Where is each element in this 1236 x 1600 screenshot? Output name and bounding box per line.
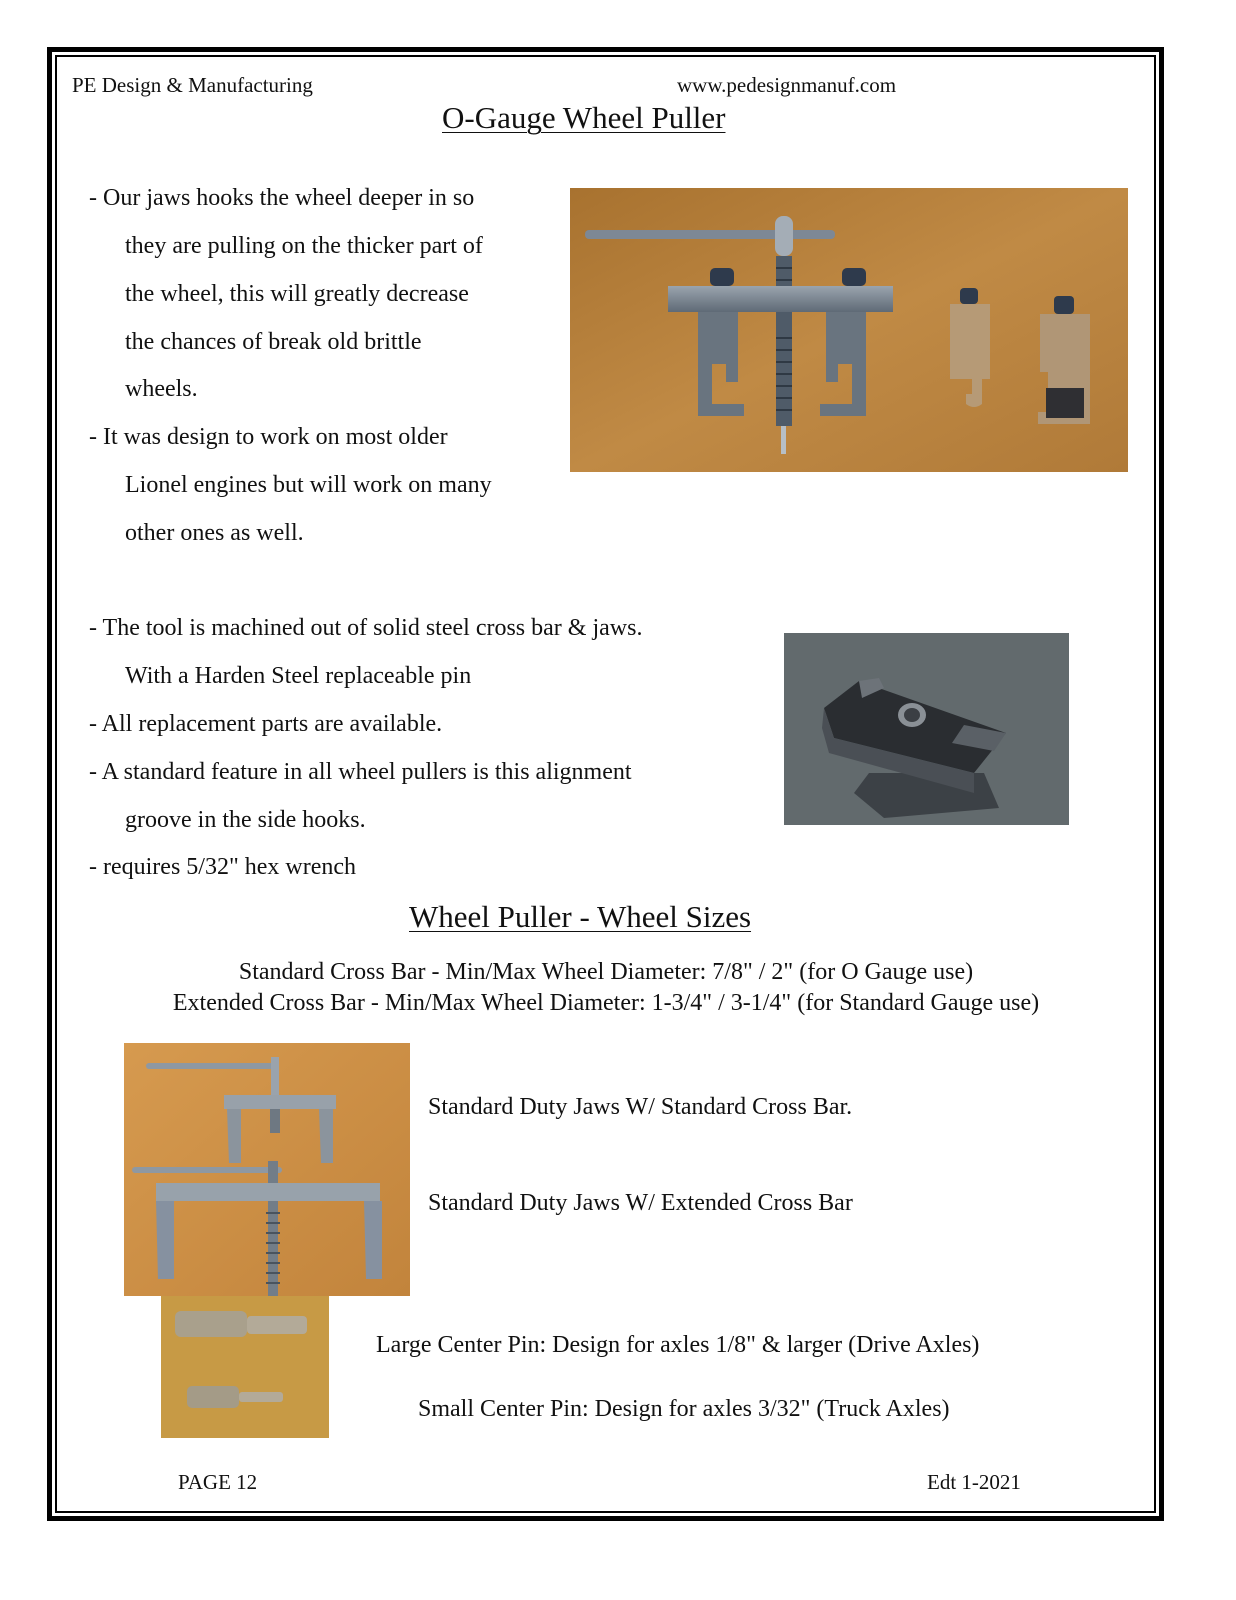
company-name: PE Design & Manufacturing: [72, 73, 313, 97]
text-line: they are pulling on the thicker part of: [125, 233, 483, 259]
text-line: - A standard feature in all wheel pullers is this alignment: [89, 759, 632, 785]
text-line: - Our jaws hooks the wheel deeper in so: [89, 185, 475, 211]
caption-pin-large: Large Center Pin: Design for axles 1/8" & larger (Drive Axles): [376, 1332, 980, 1358]
wheel-puller-kit-photo: [570, 188, 1128, 472]
website-link[interactable]: www.pedesignmanuf.com: [677, 73, 897, 97]
text-line: wheels.: [125, 376, 198, 402]
text-line: - It was design to work on most older: [89, 424, 448, 450]
caption-jaws-extended: Standard Duty Jaws W/ Extended Cross Bar: [428, 1190, 853, 1216]
wheel-sizes-heading: Wheel Puller - Wheel Sizes: [409, 899, 752, 934]
text-line: other ones as well.: [125, 520, 304, 546]
center-pins-photo: [161, 1296, 329, 1438]
standard-extended-puller-photo: [124, 1043, 410, 1296]
page-number: PAGE 12: [178, 1470, 258, 1494]
text-line: - The tool is machined out of solid steel cross bar & jaws.: [89, 615, 643, 641]
text-line: groove in the side hooks.: [125, 807, 366, 833]
text-line: the wheel, this will greatly decrease: [125, 281, 469, 307]
page-title: O-Gauge Wheel Puller: [442, 100, 726, 135]
standard-crossbar-size: Standard Cross Bar - Min/Max Wheel Diameter: 7/8" / 2" (for O Gauge use): [238, 959, 974, 985]
text-line: With a Harden Steel replaceable pin: [125, 663, 472, 689]
text-line: - requires 5/32" hex wrench: [89, 854, 357, 880]
crossbar-groove-photo: [784, 633, 1069, 825]
extended-crossbar-size: Extended Cross Bar - Min/Max Wheel Diameter: 1-3/4" / 3-1/4" (for Standard Gauge use): [172, 990, 1040, 1016]
text-line: the chances of break old brittle: [125, 329, 422, 355]
caption-pin-small: Small Center Pin: Design for axles 3/32" (Truck Axles): [418, 1396, 950, 1422]
text-line: Lionel engines but will work on many: [125, 472, 492, 498]
caption-jaws-standard: Standard Duty Jaws W/ Standard Cross Bar.: [428, 1094, 853, 1120]
edition: Edt 1-2021: [927, 1470, 1021, 1494]
text-line: - All replacement parts are available.: [89, 711, 443, 737]
